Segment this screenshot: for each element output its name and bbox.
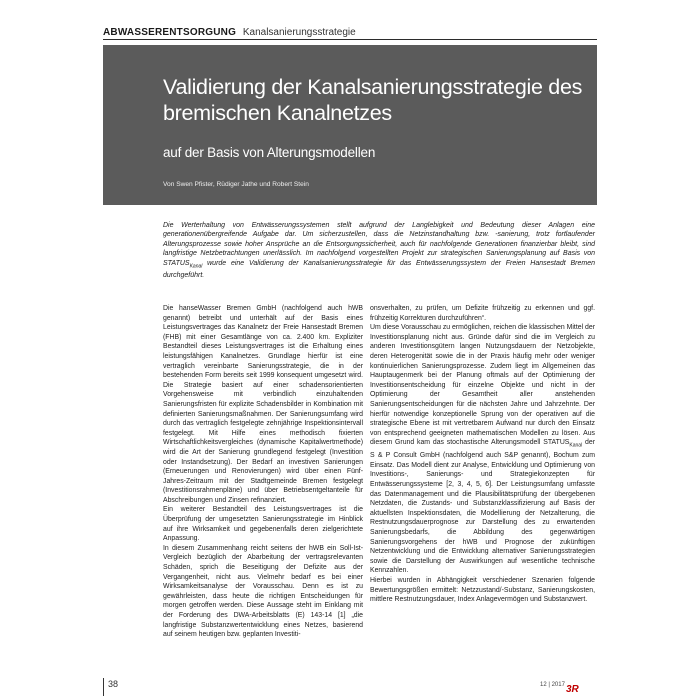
body-paragraph: onsverhalten, zu prüfen, um Defizite frühzeitig zu erkennen und ggf. frühzeitig Korrekturen durchzuführen“. [370, 305, 595, 322]
body-paragraph: In diesem Zusammenhang reicht seitens der hWB ein Soll-Ist-Vergleich bezüglich der Abarbeitung der vertragsrelevanten Schäden, sprich die Beseitigung der Defizite aus der Vergangenheit, nicht aus. Vielmehr bedarf es bei einer Wirksamkeitsanalyse der Vorausschau. Denn es ist zu gewährleisten, dass heute die richtigen Entscheidungen für morgen getroffen werden. Diese Aussage steht im Einklang mit der Forderung des DWA-Arbeitsblatts (E) 143-14 [1] „die langfristige Substanzwertentwicklung eines Netzes, basierend auf seinem heutigen bzw. geplanten Investiti- [163, 544, 363, 639]
abstract-text-1: Die Werterhaltung von Entwässerungssystemen stellt aufgrund der Langlebigkeit und Bedeutung dieser Anlagen eine generationenübergreifende Aufgabe dar. Um sicherzustellen, dass die Netzinstandhaltung bzw. -sanierung, trotz fortlaufender Alterungsprozesse sowie hoher Ansprüche an die Entsorgungssicherheit, auch für nachfolgende Generationen finanzierbar bleibt, sind langfristige Netzbetrachtungen unerlässlich. Im nachfolgend vorgestellten Projekt zur strategischen Sanierungsplanung auf Basis von STATUS [163, 222, 595, 267]
body-text: der S & P Consult GmbH (nachfolgend auch S&P genannt), Bochum zum Einsatz. Das Modell dient zur Analyse, Entwicklung und Optimierung von Investitions-, Sanierungs- und Strategiekonzepten für Entwässerungssysteme [2, 3, 4, 5, 6]. Der Leistungsumfang umfasste das Datenmanagement und die Plausibilitätsprüfung der übergebenen Netzdaten, die Zustands- und Substanzklassifizierung auf Basis der aktuellsten Inspektionsdaten, die Modellierung der Netzalterung, die Restnutzungsdauerprognose zur Darstellung des zu erwartenden Sanierungsbedarfs, die Abbildung des gegenwärtigen Sanierungsvorgehens der hWB und Prognose der zukünftigen Netzentwicklung und die Entwicklung alternativer Sanierungsstrategien sowie die Darstellung der Auswirkungen auf wesentliche technische Kennzahlen. [370, 439, 595, 575]
body-subscript: Kanal [569, 442, 583, 449]
issue-number: 12 | 2017 [540, 682, 565, 688]
section-subcategory: Kanalsanierungsstrategie [242, 27, 356, 38]
article-title: Validierung der Kanalsanierungsstrategie des bremischen Kanalnetzes [163, 75, 583, 125]
logo-mark: 3R [566, 684, 579, 695]
body-paragraph: Hierbei wurden in Abhängigkeit verschiedener Szenarien folgende Bewertungsgrößen ermittelt: Netzzustand/-Substanz, Sanierungskosten, mittlere Restnutzungsdauer, Index Anlagevermögen und Substanzwert. [370, 577, 595, 604]
page-number: 38 [103, 678, 118, 696]
abstract-subscript: Kanal [189, 263, 203, 270]
body-text: Um diese Vorausschau zu ermöglichen, reichen die klassischen Mittel der Investitionsplanung nicht aus. Gründe dafür sind die im Vergleich zu anderen Investitionsgütern langen Nutzungsdauern der Netzobjekte, deren Heterogenität sowie die in der Praxis häufig mehr oder weniger kontinuierlichen Sanierungsprozesse. Zudem liegt im Allgemeinen das Hauptaugenmerk bei der Planung oftmals auf der Optimierung der Investitionsentscheidung für einzelne Objekte und nicht in der Optimierung der Gesamtheit aller anstehenden Sanierungsentscheidungen für die nächsten Jahre und Jahrzehnte. Der hierfür notwendige konzeptionelle Sprung von der operativen auf die strategische Ebene ist mit vertretbarem Aufwand nur durch den Einsatz von entsprechend geeigneten mathematischen Modellen zu lösen. Aus diesem Grund kam das stochastische Alterungsmodell STATUS [370, 324, 595, 447]
section-header [103, 27, 597, 40]
abstract [163, 221, 595, 281]
abstract-text-2: wurde eine Validierung der Kanalsanierungsstrategie für das Entwässerungssystem der Freien Hansestadt Bremen durchgeführt. [163, 259, 595, 280]
title-banner [103, 45, 597, 205]
body-column-left [163, 304, 363, 640]
body-paragraph: Ein weiterer Bestandteil des Leistungsvertrages ist die Überprüfung der umgesetzten Sanierungsstrategie im Hinblick auf ihre Wirksamkeit und gegebenenfalls deren zielgerichtete Anpassung. [163, 506, 363, 543]
body-column-right [370, 304, 595, 605]
article-subtitle: auf der Basis von Alterungsmodellen [163, 145, 376, 160]
section-category: ABWASSERENTSORGUNG [103, 27, 237, 38]
article-authors: Von Swen Pfister, Rüdiger Jathe und Robert Stein [163, 181, 309, 188]
body-paragraph [370, 323, 595, 576]
body-paragraph: Die hanseWasser Bremen GmbH (nachfolgend auch hWB genannt) betreibt und unterhält auf der Basis eines Leistungsvertrages das Kanalnetz der Freie Hansestadt Bremen (FHB) mit einer Gesamtlänge von ca. 2.400 km. Expliziter Bestandteil dieses Leistungsvertrages ist die Erhaltung eines leistungsfähigen Kanalnetzes. Grundlage hierfür ist eine vertraglich vereinbarte Sanierungsstrategie, die in der bestehenden Form bereits seit 1999 konsequent umgesetzt wird. Die Strategie basiert auf einer schadensorientierten Vorgehensweise mit verbindlich einzuhaltenden Sanierungsfristen für explizite Schadensbilder in Kombination mit definierten Sanierungsmaßnahmen. Der Sanierungsumfang wird durch das vertraglich festgelegte zehnjährige Inspektionsintervall festgelegt. Mit Hilfe eines methodisch fixierten Wirtschaftlichkeitsvergleiches (dynamische Kapitalwertmethode) wird die Art der Sanierung grundlegend festgelegt (Investition oder Instandsetzung). Der Bedarf an investiven Sanierungen (Erneuerungen und Renovierungen) wird über einen Fünf-Jahres-Zeitraum mit der Stadtgemeinde Bremen festgelegt (Investitionsrahmenpläne) und über Betriebsentgeltanteile für Abschreibungen und Zinsen refinanziert. [163, 305, 363, 504]
publisher-logo [566, 679, 596, 695]
